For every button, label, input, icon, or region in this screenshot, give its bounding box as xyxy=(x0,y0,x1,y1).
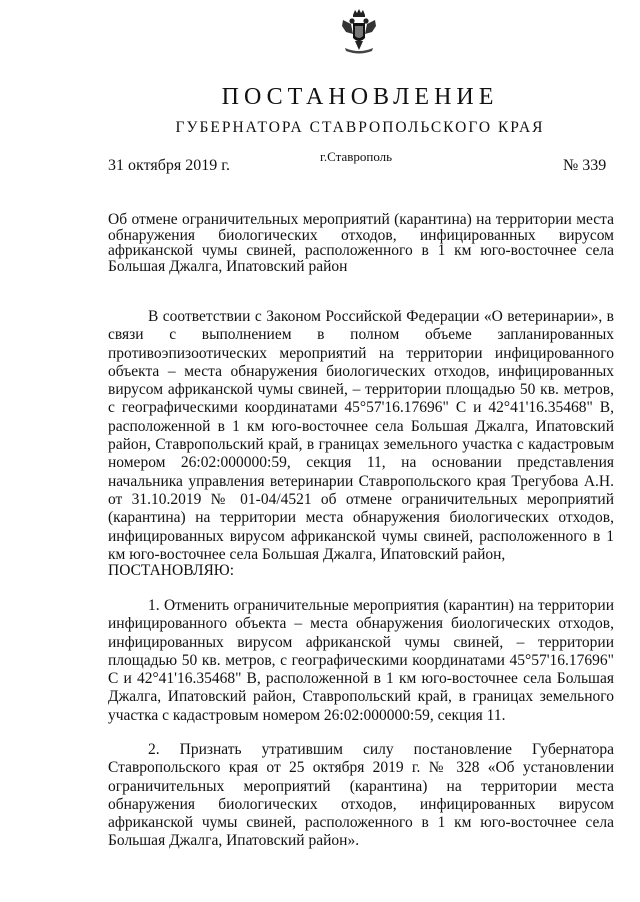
clause-1-paragraph: 1. Отменить ограничительные мероприятия (карантин) на территории инфицированного объекта – места обнаружения биологических отходов, инфицированных вирусом африканской чумы свиней, – территории площадью 50 кв. метров, с географическими координатами 45°57'16.17696" С и 42°41'16.35468" В, расположенной в 1 км юго-восточнее села Большая Джалга, Ипатовский район, Ставропольский край, в границах земельного участка с кадастровым номером 26:02:000000:59, секция 11. xyxy=(108,597,614,724)
document-date: 31 октября 2019 г. xyxy=(108,157,230,174)
document-issuer: ГУБЕРНАТОРА СТАВРОПОЛЬСКОГО КРАЯ xyxy=(175,119,545,136)
preamble-paragraph: В соответствии с Законом Российской Федерации «О ветеринарии», в связи с выполнением в полном объеме запланированных противоэпизоотических мероприятий на территории инфицированного объекта – места обнаружения биологических отходов, инфицированных вирусом африканской чумы свиней, – территории площадью 50 кв. метров, с географическими координатами 45°57'16.17696" С и 42°41'16.35468" В, расположенной в 1 км юго-восточнее села Большая Джалга, Ипатовский район, Ставропольский край, в границах земельного участка с кадастровым номером 26:02:000000:59, секция 11, на основании представления начальника управления ветеринарии Ставропольского края Трегубова А.Н. от 31.10.2019 № 01-04/4521 об отмене ограничительных мероприятий (карантина) на территории места обнаружения биологических отходов, инфицированных вирусом африканской чумы свиней, расположенного в 1 км юго-восточнее села Большая Джалга, Ипатовский район, xyxy=(108,308,614,563)
resolve-heading: ПОСТАНОВЛЯЮ: xyxy=(108,562,235,579)
coat-of-arms-icon xyxy=(341,8,377,54)
document-number: № 339 xyxy=(563,157,607,174)
document-topic: Об отмене ограничительных мероприятий (карантина) на территории места обнаружения биологических отходов, инфицированных вирусом африканской чумы свиней, расположенного в 1 км юго-восточнее села Большая Джалга, Ипатовский район xyxy=(108,211,614,275)
clause-2-paragraph: 2. Признать утратившим силу постановление Губернатора Ставропольского края от 25 октября 2019 г. № 328 «Об установлении ограничительных мероприятий (карантина) на территории места обнаружения биологических отходов, инфицированных вирусом африканской чумы свиней, расположенного в 1 км юго-восточнее села Большая Джалга, Ипатовский район». xyxy=(108,741,614,850)
document-city: г.Ставрополь xyxy=(320,149,393,164)
document-title: ПОСТАНОВЛЕНИЕ xyxy=(221,84,499,110)
